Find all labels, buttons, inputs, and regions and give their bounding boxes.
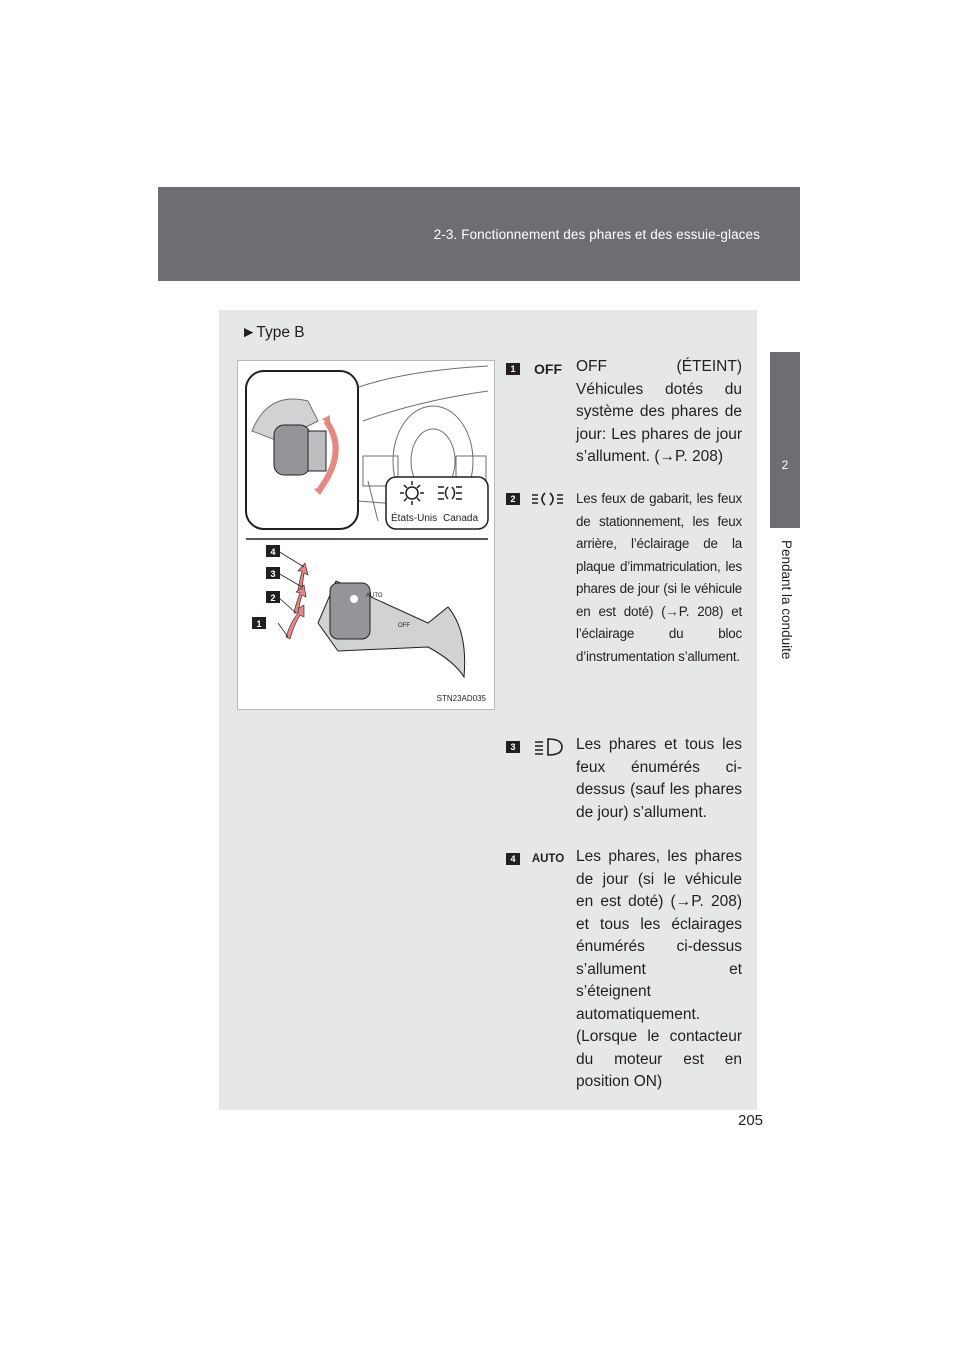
item-number-badge: 4	[506, 853, 520, 865]
content-panel	[219, 310, 757, 1110]
position-arrows	[286, 563, 308, 639]
parking-lights-icon	[522, 488, 574, 510]
item-description: Les phares, les phares de jour (si le véhicule en est doté) (→P. 208) et tous les éclairages énumérés ci-dessus s’allument et s’éteignent automatiquement. (Lorsque le contacteur du moteur est en position ON)	[576, 848, 742, 1090]
callout-badges	[252, 545, 280, 629]
callout-2: 2	[270, 593, 276, 603]
callout-1: 1	[256, 619, 262, 629]
list-item	[506, 848, 746, 1098]
item-number-badge: 2	[506, 493, 520, 505]
item-number-badge: 1	[506, 363, 520, 375]
item-description: Les phares et tous les feux énumérés ci-dessus (sauf les phares de jour) s’allument.	[576, 736, 742, 821]
section-title: 2-3. Fonctionnement des phares et des essuie-glaces	[433, 227, 760, 242]
chapter-label: Pendant la conduite	[779, 540, 794, 660]
type-heading: ►Type B	[241, 324, 305, 341]
figure-code: STN23AD035	[436, 694, 486, 703]
page-number: 205	[738, 1112, 764, 1129]
callout-4: 4	[270, 547, 276, 557]
stalk-label-off: OFF	[398, 623, 410, 629]
item-number-badge: 3	[506, 741, 520, 753]
item-description: Les feux de gabarit, les feux de stationnement, les feux arrière, l’éclairage de la plaque d’immatriculation, les phares de jour (si le véhicule en est doté) (→P. 208) et l’éclairage du bloc d’instrumentation s’allument.	[576, 491, 742, 664]
list-item	[506, 736, 746, 856]
auto-text-icon: AUTO	[531, 853, 565, 865]
headlight-switch-figure	[237, 360, 495, 710]
section-header-bar	[158, 187, 800, 281]
list-item	[506, 358, 746, 488]
item-description: OFF (ÉTEINT) Véhicules dotés du système des phares de jour: Les phares de jour s’allument. (→P. 208)	[576, 358, 742, 465]
stalk-sketch	[318, 581, 465, 677]
stalk-label-auto: AUTO	[366, 593, 383, 599]
chapter-tab	[770, 352, 800, 528]
inset-label-usa: États-Unis	[391, 513, 438, 524]
callout-3: 3	[270, 569, 276, 579]
switch-illustration	[238, 361, 494, 709]
off-text-icon: OFF	[534, 361, 562, 377]
headlight-icon	[522, 736, 574, 758]
list-item	[506, 488, 746, 738]
chapter-number: 2	[781, 458, 789, 472]
inset-label-canada: Canada	[443, 513, 479, 524]
